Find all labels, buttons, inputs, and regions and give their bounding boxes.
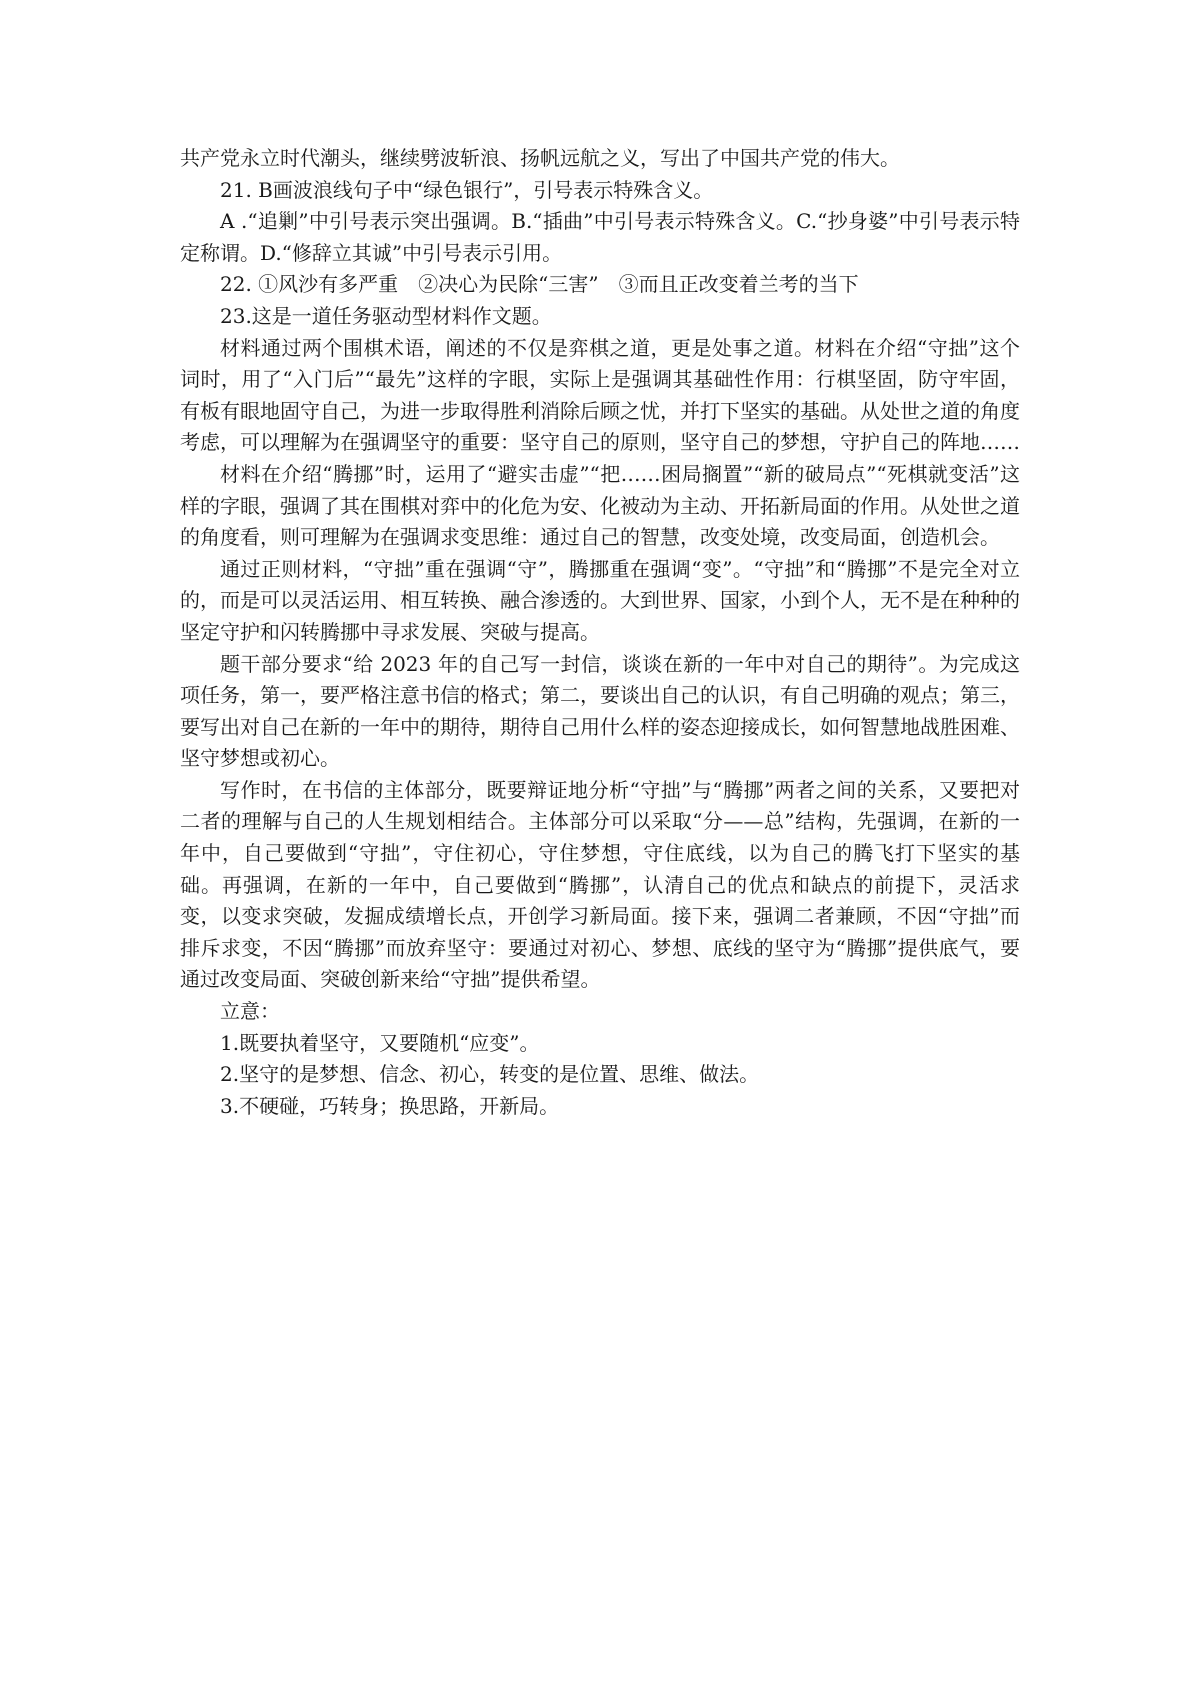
paragraph-material-tengnuo: 材料在介绍“腾挪”时，运用了“避实击虚”“把……困局搁置”“新的破局点”“死棋就变活”这样的字眼，强调了其在围棋对弈中的化危为安、化被动为主动、开拓新局面的作用。从处世之道的角度看，则可理解为在强调求变思维：通过自己的智慧，改变处境，改变局面，创造机会。 [180, 461, 1020, 550]
paragraph-material-relation: 通过正则材料，“守拙”重在强调“守”，腾挪重在强调“变”。“守拙”和“腾挪”不是完全对立的，而是可以灵活运用、相互转换、融合渗透的。大到世界、国家，小到个人，无不是在种种的坚定守护和闪转腾挪中寻求发展、突破与提高。 [180, 556, 1020, 644]
paragraph-theme-heading: 立意： [220, 999, 280, 1024]
paragraph-theme-1: 1.既要执着坚守，又要随机“应变”。 [220, 1030, 540, 1055]
paragraph-theme-2: 2.坚守的是梦想、信念、初心，转变的是位置、思维、做法。 [220, 1062, 760, 1087]
paragraph-answer-21: 21. B画波浪线句子中“绿色银行”，引号表示特殊含义。 [220, 177, 714, 202]
paragraph-answer-22: 22. ①风沙有多严重 ②决心为民除“三害” ③而且正改变着兰考的当下 [220, 272, 859, 297]
paragraph-answer-23: 23.这是一道任务驱动型材料作文题。 [220, 303, 552, 328]
paragraph-theme-3: 3.不硬碰，巧转身；换思路，开新局。 [220, 1093, 560, 1118]
paragraph-continuation: 共产党永立时代潮头，继续劈波斩浪、扬帆远航之义，写出了中国共产党的伟大。 [180, 146, 900, 170]
paragraph-answer-21-options: A .“追剿”中引号表示突出强调。B.“插曲”中引号表示特殊含义。C.“抄身婆”中引号表示特定称谓。D.“修辞立其诚”中引号表示引用。 [180, 209, 1020, 265]
paragraph-task-requirement: 题干部分要求“给 2023 年的自己写一封信，谈谈在新的一年中对自己的期待”。为完成这项任务，第一，要严格注意书信的格式；第二，要谈出自己的认识，有自己明确的观点；第三，要写出对自己在新的一年中的期待，期待自己用什么样的姿态迎接成长，如何智慧地战胜困难、坚守梦想或初心。 [180, 651, 1020, 771]
paragraph-material-shouzhuo: 材料通过两个围棋术语，阐述的不仅是弈棋之道，更是处事之道。材料在介绍“守拙”这个词时，用了“入门后”“最先”这样的字眼，实际上是强调其基础性作用：行棋坚固，防守牢固，有板有眼地固守自己，为进一步取得胜利消除后顾之忧，并打下坚实的基础。从处世之道的角度考虑，可以理解为在强调坚守的重要：坚守自己的原则，坚守自己的梦想，守护自己的阵地…… [180, 335, 1020, 455]
paragraph-writing-guidance: 写作时，在书信的主体部分，既要辩证地分析“守拙”与“腾挪”两者之间的关系，又要把对二者的理解与自己的人生规划相结合。主体部分可以采取“分——总”结构，先强调，在新的一年中，自己要做到“守拙”，守住初心，守住梦想，守住底线，以为自己的腾飞打下坚实的基础。再强调，在新的一年中，自己要做到“腾挪”，认清自己的优点和缺点的前提下，灵活求变，以变求突破，发掘成绩增长点，开创学习新局面。接下来，强调二者兼顾，不因“守拙”而排斥求变，不因“腾挪”而放弃坚守：要通过对初心、梦想、底线的坚守为“腾挪”提供底气，要通过改变局面、突破创新来给“守拙”提供希望。 [180, 777, 1020, 992]
answer-text-body [180, 143, 1020, 1122]
